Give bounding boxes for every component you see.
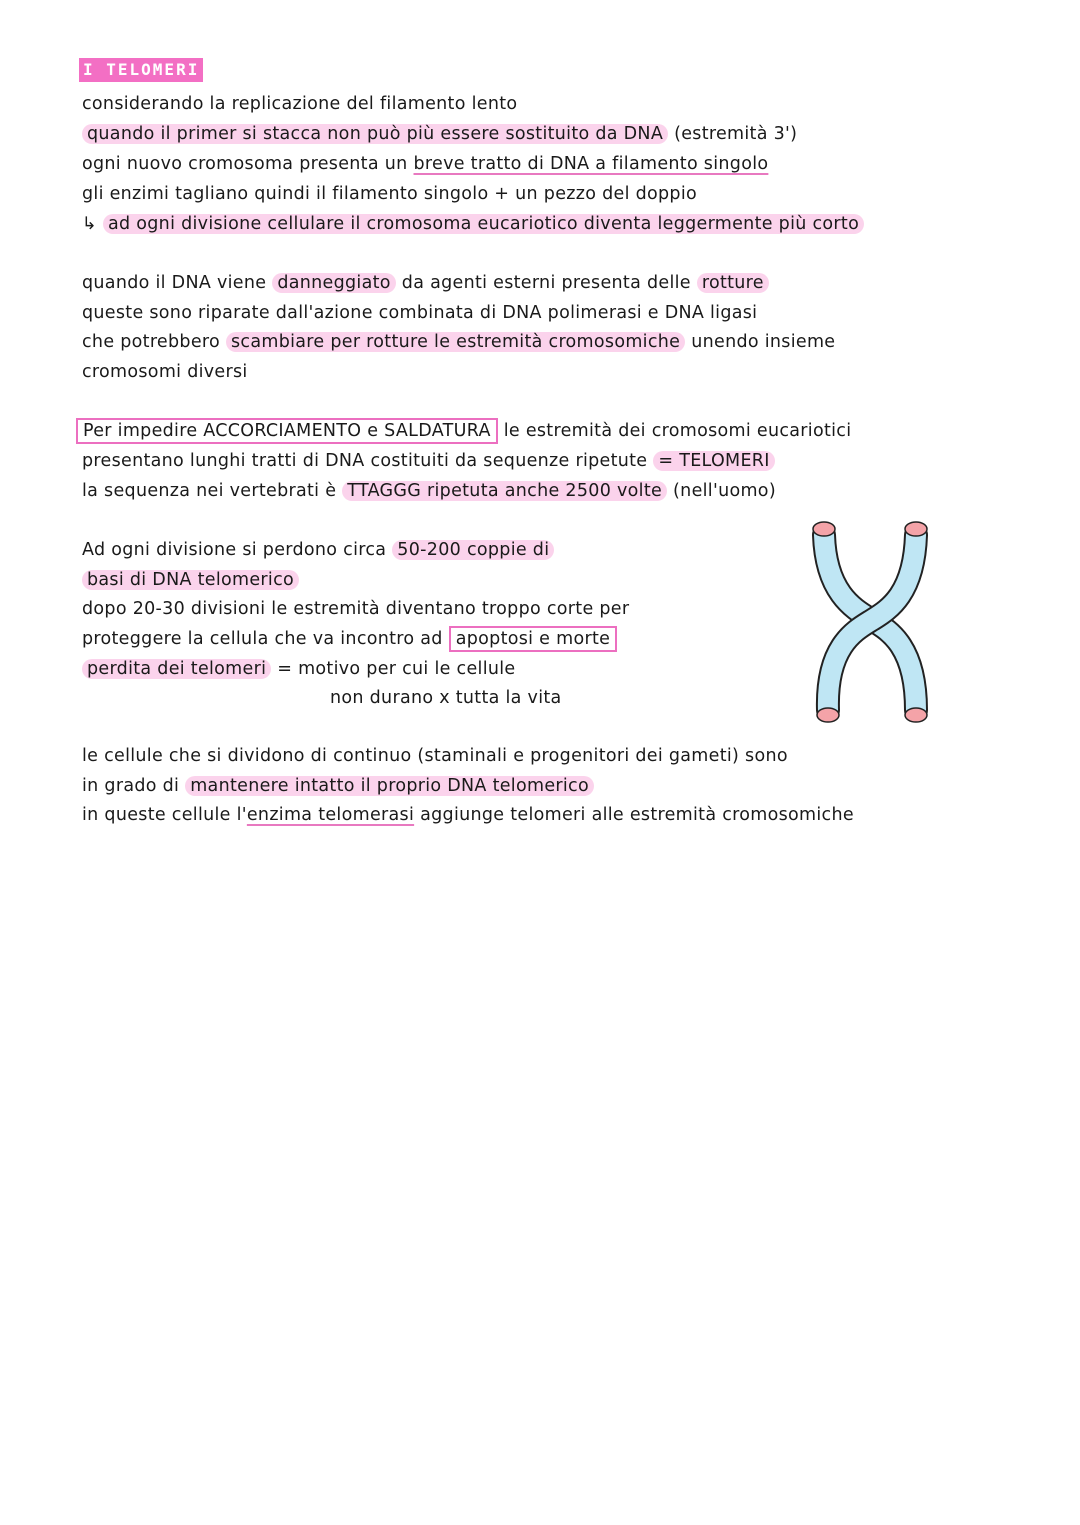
s3-line-3	[82, 478, 776, 504]
s4-l2-highlight: basi di DNA telomerico	[82, 570, 299, 590]
s1-l5-highlight: ad ogni divisione cellulare il cromosoma eucariotico diventa leggermente più corto	[103, 214, 864, 234]
s2-l3-highlight: scambiare per rotture le estremità cromosomiche	[226, 332, 685, 352]
page-title: I TELOMERI	[79, 58, 203, 82]
s4-l3: dopo 20-30 divisioni le estremità diventano troppo corte per	[82, 599, 630, 619]
s1-l2-highlight: quando il primer si stacca non può più essere sostituito da DNA	[82, 124, 668, 144]
s4-l1a: Ad ogni divisione si perdono circa	[82, 540, 387, 560]
s4-l4a: proteggere la cellula che va incontro ad	[82, 629, 443, 649]
s2-l1-highlight-damaged: danneggiato	[272, 273, 395, 293]
s1-line-1	[82, 91, 517, 117]
s2-line-3	[82, 329, 835, 355]
s3-l1b: le estremità dei cromosomi eucariotici	[503, 421, 852, 441]
s2-line-1	[82, 270, 769, 296]
s1-l3a: ogni nuovo cromosoma presenta un	[82, 154, 408, 174]
s3-l3a: la sequenza nei vertebrati è	[82, 481, 337, 501]
s2-l1c: da agenti esterni presenta delle	[401, 273, 691, 293]
s4-line-5	[82, 656, 515, 682]
s2-l4: cromosomi diversi	[82, 362, 248, 382]
s2-l2: queste sono riparate dall'azione combinata di DNA polimerasi e DNA ligasi	[82, 303, 758, 323]
s4-l5b: = motivo per cui le cellule	[277, 659, 516, 679]
s2-l1-highlight-breaks: rotture	[697, 273, 769, 293]
s3-l3c: (nell'uomo)	[673, 481, 776, 501]
s3-l1-boxed: Per impedire ACCORCIAMENTO e SALDATURA	[76, 418, 498, 444]
s4-line-3	[82, 596, 629, 622]
s3-l2-highlight-telomeri: = TELOMERI	[653, 451, 774, 471]
s3-line-1	[76, 418, 851, 444]
s1-line-4	[82, 181, 697, 207]
s5-l1: le cellule che si dividono di continuo (staminali e progenitori dei gameti) sono	[82, 746, 788, 766]
s4-l4-boxed: apoptosi e morte	[449, 626, 617, 652]
s1-l4: gli enzimi tagliano quindi il filamento singolo + un pezzo del doppio	[82, 184, 697, 204]
s5-l3-underlined: enzima telomerasi	[246, 805, 415, 825]
s5-l2-highlight: mantenere intatto il proprio DNA telomerico	[185, 776, 594, 796]
s2-line-2	[82, 300, 757, 326]
s2-l1a: quando il DNA viene	[82, 273, 267, 293]
s4-l6: non durano x tutta la vita	[330, 688, 562, 708]
s4-line-1	[82, 537, 554, 563]
s2-line-4	[82, 359, 248, 385]
s3-l2a: presentano lunghi tratti di DNA costituiti da sequenze ripetute	[82, 451, 648, 471]
s2-l3c: unendo insieme	[691, 332, 836, 352]
s3-line-2	[82, 448, 775, 474]
s1-l2-note: (estremità 3')	[674, 124, 798, 144]
s3-l3-highlight: TTAGGG ripetuta anche 2500 volte	[342, 481, 667, 501]
s5-line-2	[82, 773, 594, 799]
s1-l3-underlined: breve tratto di DNA a filamento singolo	[413, 154, 769, 174]
s4-l5-highlight: perdita dei telomeri	[82, 659, 271, 679]
s4-l1-highlight: 50-200 coppie di	[392, 540, 554, 560]
s5-l3a: in queste cellule l'	[82, 805, 247, 825]
s1-l1: considerando la replicazione del filamento lento	[82, 94, 518, 114]
s2-l3a: che potrebbero	[82, 332, 220, 352]
s5-line-1	[82, 743, 788, 769]
s5-l2a: in grado di	[82, 776, 180, 796]
s5-line-3	[82, 802, 854, 828]
arrow-icon: ↳	[82, 214, 97, 234]
chromosome-illustration	[812, 515, 932, 725]
s1-line-5	[82, 211, 864, 237]
s5-l3c: aggiunge telomeri alle estremità cromosomiche	[420, 805, 854, 825]
s4-line-4	[82, 626, 617, 652]
s1-line-2	[82, 121, 797, 147]
s4-line-6	[330, 685, 562, 711]
s4-line-2	[82, 567, 299, 593]
s1-line-3	[82, 151, 768, 177]
